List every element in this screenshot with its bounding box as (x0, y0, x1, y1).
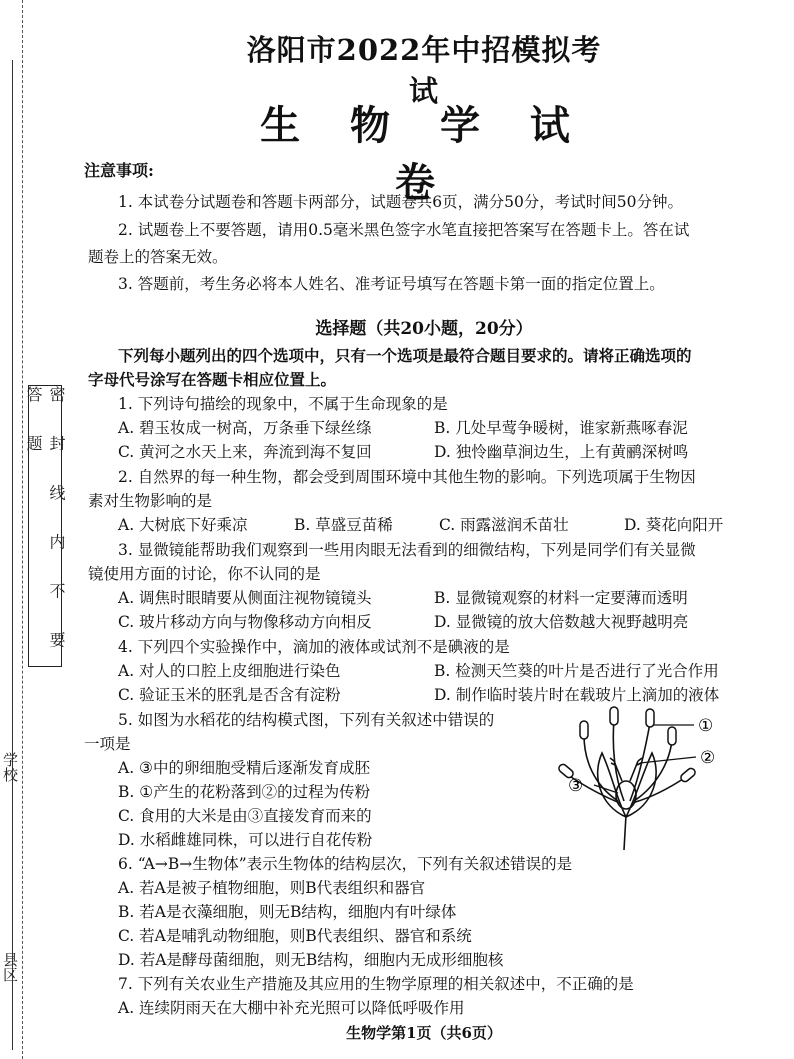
binding-line (12, 60, 13, 1050)
q6-option-d: D. 若A是酵母菌细胞，则无B结构，细胞内无成形细胞核 (118, 951, 504, 969)
q7-option-a: A. 连续阴雨天在大棚中补充光照可以降低呼吸作用 (118, 999, 465, 1017)
notice-item-3: 3. 答题前，考生务必将本人姓名、准考证号填写在答题卡第一面的指定位置上。 (118, 275, 665, 293)
q1-stem: 1. 下列诗句描绘的现象中，不属于生命现象的是 (118, 395, 448, 413)
figure-label-2: ② (700, 748, 716, 768)
q2-stem: 2. 自然界的每一种生物，都会受到周围环境中其他生物的影响。下列选项属于生物因 (118, 468, 696, 486)
section-heading: 选择题（共20小题，20分） (315, 319, 533, 339)
q4-option-a: A. 对人的口腔上皮细胞进行染色 (118, 662, 341, 680)
q5-option-d: D. 水稻雌雄同株，可以进行自花传粉 (118, 831, 373, 849)
exam-title: 洛阳市2022年中招模拟考试 (246, 33, 602, 108)
school-label: 学校 (1, 752, 19, 782)
q2-option-a: A. 大树底下好乘凉 (118, 516, 248, 534)
q3-option-d: D. 显微镜的放大倍数越大视野越明亮 (434, 613, 689, 631)
county-label: 县区 (1, 952, 19, 982)
q4-option-b: B. 检测天竺葵的叶片是否进行了光合作用 (434, 662, 719, 680)
q5-stem: 5. 如图为水稻花的结构模式图，下列有关叙述中错误的 (118, 711, 495, 729)
q3-option-b: B. 显微镜观察的材料一定要薄而透明 (434, 589, 688, 607)
q6-option-a: A. 若A是被子植物细胞，则B代表组织和器官 (118, 879, 426, 897)
q1-option-b: B. 几处早莺争暖树，谁家新燕啄春泥 (434, 419, 688, 437)
q6-option-c: C. 若A是哺乳动物细胞，则B代表组织、器官和系统 (118, 927, 472, 945)
q4-option-c: C. 验证玉米的胚乳是否含有淀粉 (118, 686, 341, 704)
notice-item-2-cont: 题卷上的答案无效。 (88, 248, 228, 266)
q3-stem-cont: 镜使用方面的讨论，你不认同的是 (88, 565, 321, 583)
q4-option-d: D. 制作临时装片时在载玻片上滴加的液体 (434, 686, 720, 704)
q5-option-a: A. ③中的卵细胞受精后逐渐发育成胚 (118, 759, 370, 777)
q6-stem: 6. “A→B→生物体”表示生物体的结构层次，下列有关叙述错误的是 (118, 855, 573, 873)
notice-heading: 注意事项: (84, 161, 154, 180)
q3-option-c: C. 玻片移动方向与物像移动方向相反 (118, 613, 372, 631)
rice-flower-diagram (554, 705, 734, 855)
q3-option-a: A. 调焦时眼睛要从侧面注视物镜镜头 (118, 589, 372, 607)
binding-strip (0, 0, 70, 1059)
page-footer: 生物学第1页（共6页） (346, 1024, 502, 1042)
notice-item-2: 2. 试题卷上不要答题，请用0.5毫米黑色签字水笔直接把答案写在答题卡上。答在试 (118, 221, 690, 239)
section-instruction-1: 下列每小题列出的四个选项中，只有一个选项是最符合题目要求的。请将正确选项的 (118, 346, 692, 365)
q2-option-b: B. 草盛豆苗稀 (294, 516, 393, 534)
seal-notice-box (24, 385, 66, 667)
q5-stem-cont: 一项是 (84, 735, 131, 753)
q5-option-b: B. ①产生的花粉落到②的过程为传粉 (118, 783, 371, 801)
figure-label-3: ③ (568, 776, 584, 796)
q2-option-d: D. 葵花向阳开 (624, 516, 724, 534)
paper-title: 生 物 学 试 卷 (260, 102, 588, 206)
q4-stem: 4. 下列四个实验操作中，滴加的液体或试剂不是碘液的是 (118, 638, 510, 656)
notice-item-1: 1. 本试卷分试题卷和答题卡两部分，试题卷共6页，满分50分，考试时间50分钟。 (118, 193, 684, 211)
q2-option-c: C. 雨露滋润禾苗壮 (439, 516, 569, 534)
seal-notice-text: 密 封 线 内 不 要 答 题 (24, 386, 66, 662)
q1-option-a: A. 碧玉妆成一树高，万条垂下绿丝绦 (118, 419, 372, 437)
q6-option-b: B. 若A是衣藻细胞，则无B结构，细胞内有叶绿体 (118, 903, 457, 921)
q7-stem: 7. 下列有关农业生产措施及其应用的生物学原理的相关叙述中，不正确的是 (118, 975, 634, 993)
q1-option-d: D. 独怜幽草涧边生，上有黄鹂深树鸣 (434, 443, 689, 461)
rice-flower-figure (554, 705, 734, 855)
q2-stem-cont: 素对生物影响的是 (88, 492, 213, 510)
q3-stem: 3. 显微镜能帮助我们观察到一些用肉眼无法看到的细微结构，下列是同学们有关显微 (118, 541, 696, 559)
section-instruction-2: 字母代号涂写在答题卡相应位置上。 (88, 370, 337, 389)
q5-option-c: C. 食用的大米是由③直接发育而来的 (118, 807, 372, 825)
q1-option-c: C. 黄河之水天上来，奔流到海不复回 (118, 443, 372, 461)
figure-label-1: ① (698, 716, 714, 736)
